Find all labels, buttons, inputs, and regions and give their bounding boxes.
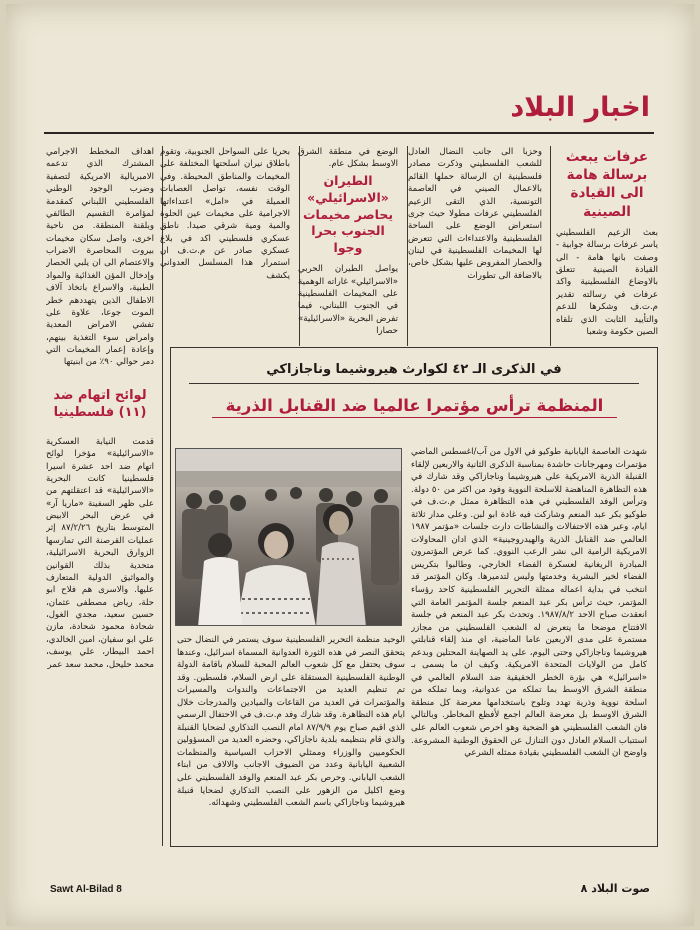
article-column xyxy=(408,146,542,346)
article-column xyxy=(298,146,398,346)
article-headline: لوائح اتهام ضد (١١) فلسطينيا xyxy=(53,387,147,421)
man-face xyxy=(329,511,349,535)
article-headline: عرفات يبعث برسالة هامة الى القيادة الصينية xyxy=(565,149,649,220)
article-body: بعث الزعيم الفلسطيني ياسر عرفات برسالة جوابية - وصفت بانها هامة - الى القيادة الصينية تتعلق بالاوضاع الفلسطينية واكد عرفات في رسالته تقدير م.ت.ف وشكرها للدعم والتأييد الثابت الذي تلقاه الصين حكومة وشعبا xyxy=(556,227,658,337)
article-body: يواصل الطيران الحربي «الاسرائيلي» غاراته الوهمية على المخيمات الفلسطينية في الجنوب اللبناني، فيما تفرض البحرية «الاسرائيلية» حصارا xyxy=(298,264,398,336)
column-divider xyxy=(550,146,551,346)
article-column xyxy=(160,146,290,346)
feature-body-right: شهدت العاصمة اليابانية طوكيو في الاول من آب/اغسطس الماضي مؤتمرات ومهرجانات حاشدة بمناسبة الذكرى الثانية والاربعين لإلقاء القنبلة الذرية الامريكية على هيروشيما وناجازاكي وقد شارك في هذه التظاهرة المناهضة للاسلحة النووية وفود من اكثر من ٥٠ دولة. وترأس الوفد الفلسطيني في هذه التظاهرة ممثل م.ت.ف في طوكيو بكر عبد المنعم وشاركت فيه غادة ابو لبن. وعلى مدار ثلاثة ايام، وعبر هذه الاحتفالات والنشاطات دارت جلسات «مؤتمر ١٩٨٧ العالمي ضد القنابل الذرية والهيدروجينية» الذي ادان المحاولات الامريكية الرامية الى نشر الرعب النووي. كما عرض المؤتمرون المبادرة الريغانية لعسكرة الفضاء الخارجي، وطالبوا بتكريس الفضاء لخير البشرية وخدمتها وليس لتدميرها. وكان المؤتمر قد انتخب في بداية اعماله ممثلة التحرير الفلسطينية كاحد رؤساء المؤتمر، حيث ترأس بكر عبد المنعم جلسة المؤتمر العامة التي انعقدت صباح الاحد ١٩٨٧/٨/٢. وتحدث بكر عبد المنعم في جلسة الافتتاح موضحا ما يتعرض له الشعب الفلسطيني من مجازر مستمرة على مدى الاربعين عاما الماضية، اي منذ إلقاء قنابلتي هيروشيما وناجازاكي وحتى اليوم، على يد الصهاينة المحتلين وبدعم كامل من الولايات المتحدة الامريكية. وكيف ان ما يسمى بـ «اسرائيل» هي بؤرة الخطر الحقيقية ضد السلام العالمي في منطقة الشرق الاوسط بما تملكه من عدوانية، وبما تملكه من اسلحة نووية وذرية تهدد وتلوح باستخدامها معرضة كل منطقة الشرق الاوسط بل معرضة العالم اجمع لأفظع المخاطر. وبالتالي فان الشعب الفلسطيني هو الضحية وهو احرص شعوب العالم على استتباب السلام العادل دون التنازل عن الحقوق الوطنية المشروعة. واوضح ان الشعب الفلسطيني بقيادة ممثله الشرعي xyxy=(411,447,647,759)
person-shirt xyxy=(198,557,242,626)
feature-body-left: الوحيد منظمة التحرير الفلسطينية سوف يستمر في النضال حتى يتحقق النصر في هذه الثورة العدوانية المسماة اسرائيل، وعندها سوف يحتفل مع كل شعوب العالم المحبة للسلام باقامة الدولة الوطنية الفلسطينية المستقلة على ارض السلام، فلسطين. وقد تم تنظيم العديد من الاجتماعات والندوات والمسيرات والمؤتمرات في العديد من القاعات والميادين والمدرجات خلال ايام هذه التظاهرة. وقد شارك وفد م.ت.ف في الاحتفال الرسمي الذي اقيم صباح يوم ٨٧/٩/٩ امام النصب التذكاري لضحايا القنبلة والذي قام بتنظيمه بلدية ناجازاكي، وحضره العديد من المسؤولين الحكوميين والوزراء وممثلي الاحزاب السياسية والمنظمات الشعبية اليابانية وعدد من الضيوف الاجانب والالاف من ابناء الشعب الياباني. وحرص بكر عبد المنعم والوفد الفلسطيني على وضع اكليل من الزهور على النصب التذكاري لضحايا قنبلة هيروشيما وناجازاكي باسم الشعب الفلسطيني وشهدائه. xyxy=(177,635,405,809)
feature-title: المنظمة ترأس مؤتمرا عالميا ضد القنابل الذرية xyxy=(212,396,617,418)
feature-box xyxy=(170,347,658,847)
crowd-illustration xyxy=(176,449,402,626)
keffiyeh-scarf xyxy=(236,565,316,626)
article-body: وحزبا الى جانب النضال العادل للشعب الفلسطيني وذكرت مصادر فلسطينية ان الرسالة حملها القائم بالاعمال الصيني في العاصمة التونسية، الذي التقى الزعيم الفلسطيني عرفات مطولا حيث جرى استعراض الوضع على الساحة الفلسطينية والاعتداءات التي تتعرض لها المخيمات الفلسطينية في لبنان والحصار المفروض عليها بشكل خاص، بالاضافة الى تطورات xyxy=(408,147,542,281)
header-divider xyxy=(44,132,654,134)
woman-face xyxy=(264,531,288,559)
person-head xyxy=(208,533,232,557)
article-body: بحريا على السواحل الجنوبية، وتقوم باطلاق نيران اسلحتها المختلفة على المخيمات والمناطق المحيطة. وفي الوقت نفسه، تواصل العصابات العميلة في «امل» اعتداءاتها الاجرامية على مخيمات عين الحلوة والمية ومية شرقي صيدا. ناطق عسكري فلسطيني اكد في بلاغ عسكري صادر عن م.ت.ف ان استمرار هذا المسلسل العدواني يكشف xyxy=(160,147,290,281)
article-column-left xyxy=(46,146,154,886)
background-buildings xyxy=(176,471,402,487)
article-body: قدمت النيابة العسكرية «الاسرائيلية» مؤخرا لوائح اتهام ضد احد عشرة اسيرا فلسطينيا كانت البحرية «الاسرائيلية» قد اعتقلتهم من على ظهر السفينة «ماريا آر» في عرض البحر الابيض المتوسط بتاريخ ٨٧/٢/٢٦ إثر عمليات القرصنة التي تمارسها الزوارق البحرية الاسرائيلية، متحدية بذلك القوانين والمواثيق الدولية المتعارف عليها. والاسرى هم فلاح ابو حلة، رياض مصطفى عثمان، حسين سعيد، مجدي الغول، شحادة محمود شحادة، مازن علي ابو سفيان، امين الخالدي، احمد البيطار، علي يوسف، محمد حليحل، محمد سعد عمر xyxy=(46,436,154,670)
man-shirt xyxy=(316,542,366,626)
crowd-photo xyxy=(175,448,402,626)
feature-kicker: في الذكرى الـ ٤٢ لكوارث هيروشيما وناجازاكي xyxy=(189,362,639,384)
footer-page-label-latin: Sawt Al-Bilad 8 xyxy=(50,884,122,895)
article-body: اهداف المخطط الاجرامي المشترك الذي تدعمه الامبريالية الامريكية لتصفية وضرب الوجود الوطني الفلسطيني اللبناني كمقدمة لمؤامرة التقسيم الطائفي وبلقنة المنطقة. من ناحية اخرى، واصل سكان مخيمات بيروت المحاصرة الاضراب والاعتصام الى ان يلبي الحصار وإدخال المؤن الغذائية والمواد الطبية، والاسراع باتخاذ آلاف الاطفال الذين يتهددهم خطر الموت جوعا، علاوة على تفشي الامراض المعدية وامراض سوء التغذية بينهم، وإعادة إعمار المخيمات التي دمر حوالي ٩٠٪ من ابنيتها xyxy=(46,147,154,368)
section-title: اخبار البلاد xyxy=(510,92,650,123)
footer-page-label-arabic: صوت البلاد ٨ xyxy=(580,882,650,895)
article-headline: الطيران «الاسرائيلي» يحاصر مخيمات الجنوب بحرا وجوا xyxy=(302,172,394,256)
article-column-right xyxy=(556,146,658,346)
article-body: الوضع في منطقة الشرق الاوسط بشكل عام. xyxy=(298,147,398,170)
magazine-page xyxy=(6,4,694,926)
